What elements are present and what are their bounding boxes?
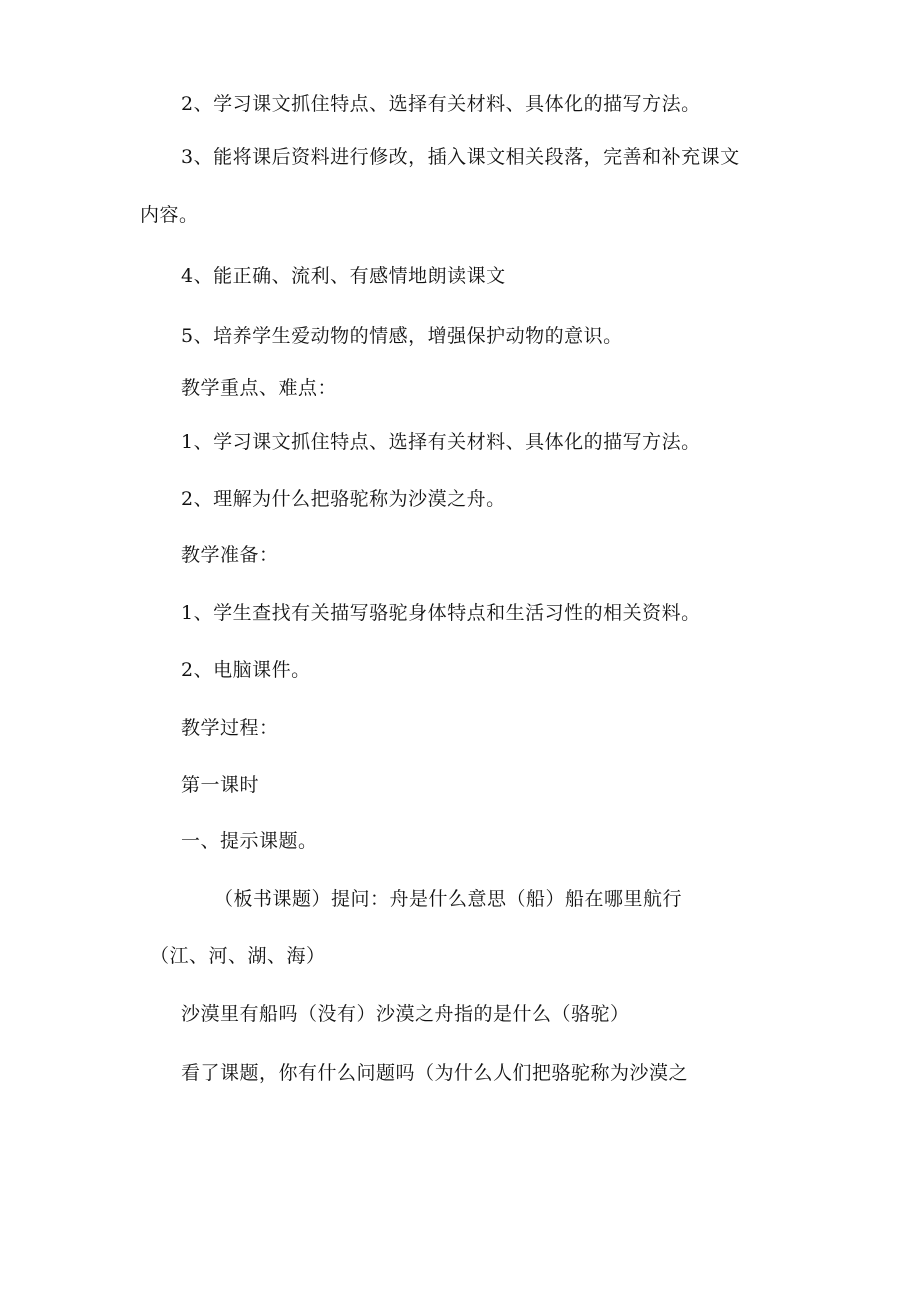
topic-question: 看了课题，你有什么问题吗（为什么人们把骆驼称为沙漠之 [181,1062,689,1084]
preparation-1: 1、学生查找有关描写骆驼身体特点和生活习性的相关资料。 [181,602,701,624]
key-point-1: 1、学习课文抓住特点、选择有关材料、具体化的描写方法。 [181,431,701,453]
preparation-2: 2、电脑课件。 [181,659,311,681]
objective-4: 4、能正确、流利、有感情地朗读课文 [181,265,506,287]
section-heading-key-points: 教学重点、难点： [181,377,338,399]
section-heading-preparation: 教学准备： [181,544,279,566]
key-point-2: 2、理解为什么把骆驼称为沙漠之舟。 [181,488,506,510]
objective-2: 2、学习课文抓住特点、选择有关材料、具体化的描写方法。 [181,93,701,115]
lesson-first-period: 第一课时 [181,774,260,796]
objective-5: 5、培养学生爱动物的情感，增强保护动物的意识。 [181,325,623,347]
desert-ship-question: 沙漠里有船吗（没有）沙漠之舟指的是什么（骆驼） [181,1003,630,1025]
objective-3: 3、能将课后资料进行修改，插入课文相关段落，完善和补充课文 [181,146,740,168]
objective-3-continued: 内容。 [140,204,199,226]
step-1-heading: 一、提示课题。 [181,830,318,852]
blackboard-question: （板书课题）提问：舟是什么意思（船）船在哪里航行 [214,888,683,910]
blackboard-question-continued: （江、河、湖、海） [150,945,326,967]
section-heading-process: 教学过程： [181,717,279,739]
